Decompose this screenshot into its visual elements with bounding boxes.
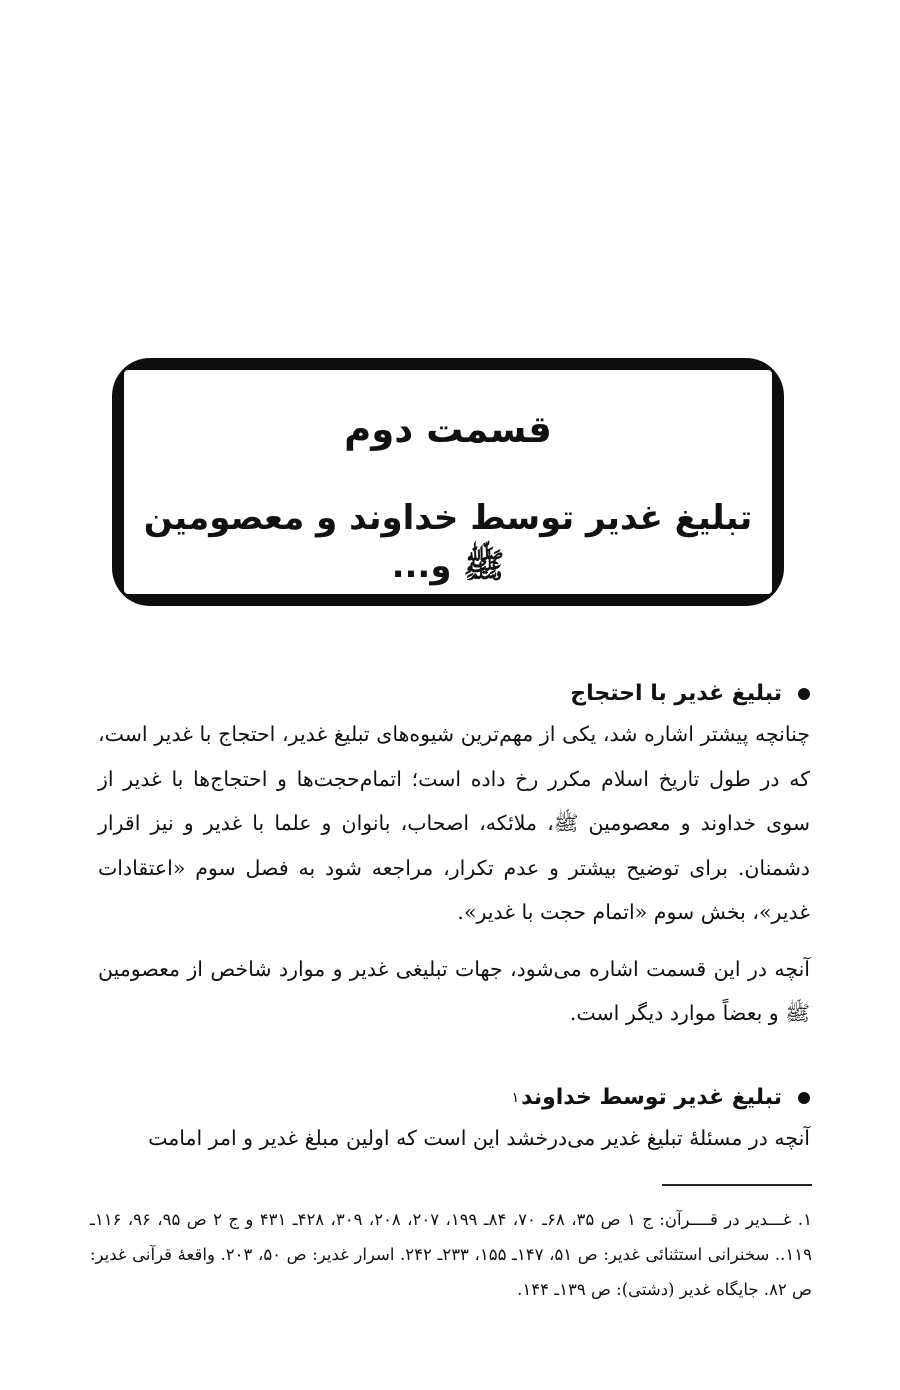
footnote-reference[interactable]: ۱ <box>511 1090 520 1106</box>
part-subtitle: تبلیغ غدیر توسط خداوند و معصومین ﷺ و... <box>143 498 753 586</box>
paragraph: چنانچه پیشتر اشاره شد، یکی از مهم‌ترین شیوه‌های تبلیغ غدیر، احتجاج با غدیر است، که در طول تاریخ اسلام مکرر رخ داده است؛ اتمام‌حجت‌ها و احتجاج‌ها با غدیر از سوی خداوند و معصومین ﷺ، ملائکه، اصحاب، بانوان و علما با غدیر و نیز اقرار دشمنان. برای توضیح بیشتر و عدم تکرار، مراجعه شود به فصل سوم «اعتقادات غدیر»، بخش سوم «اتمام حجت با غدیر». <box>98 722 810 924</box>
bullet-icon <box>798 688 810 700</box>
section-heading-text: تبلیغ غدیر با احتجاج <box>570 681 782 706</box>
bullet-icon <box>798 1092 810 1104</box>
paragraph: آنچه در این قسمت اشاره می‌شود، جهات تبلیغی غدیر و موارد شاخص از معصومین ﷺ و بعضاً موارد دیگر است. <box>98 956 810 1025</box>
paragraph: آنچه در مسئلۀ تبلیغ غدیر می‌درخشد این است که اولین مبلغ غدیر و امر امامت <box>148 1126 810 1150</box>
title-frame <box>112 358 784 606</box>
section-heading <box>98 676 810 712</box>
section-heading <box>98 1080 810 1116</box>
section-1 <box>98 676 810 1036</box>
section-heading-text: تبلیغ غدیر توسط خداوند <box>521 1085 782 1110</box>
part-title: قسمت دوم <box>344 408 552 451</box>
footnote: ۱. غـــدیر در قــــرآن: ج ۱ ص ۳۵، ۶۸ـ ۷۰، ۸۴ـ ۱۹۹، ۲۰۷، ۲۰۸، ۳۰۹، ۴۲۸ـ ۴۳۱ و ج ۲ ص ۹۵، ۹۶، ۱۱۶ـ ۱۱۹.. سخنرانی استثنائی غدیر: ص ۵۱، ۱۴۷ـ ۱۵۵، ۲۳۳ـ ۲۴۲. اسرار غدیر: ص ۵۰، ۲۰۳. واقعۀ قرآنی غدیر: ص ۸۲. جایگاه غدیر (دشتی): ص ۱۳۹ـ ۱۴۴. <box>90 1210 812 1299</box>
section-2 <box>98 1080 810 1161</box>
title-box <box>124 370 772 594</box>
footnote-divider <box>662 1184 812 1186</box>
